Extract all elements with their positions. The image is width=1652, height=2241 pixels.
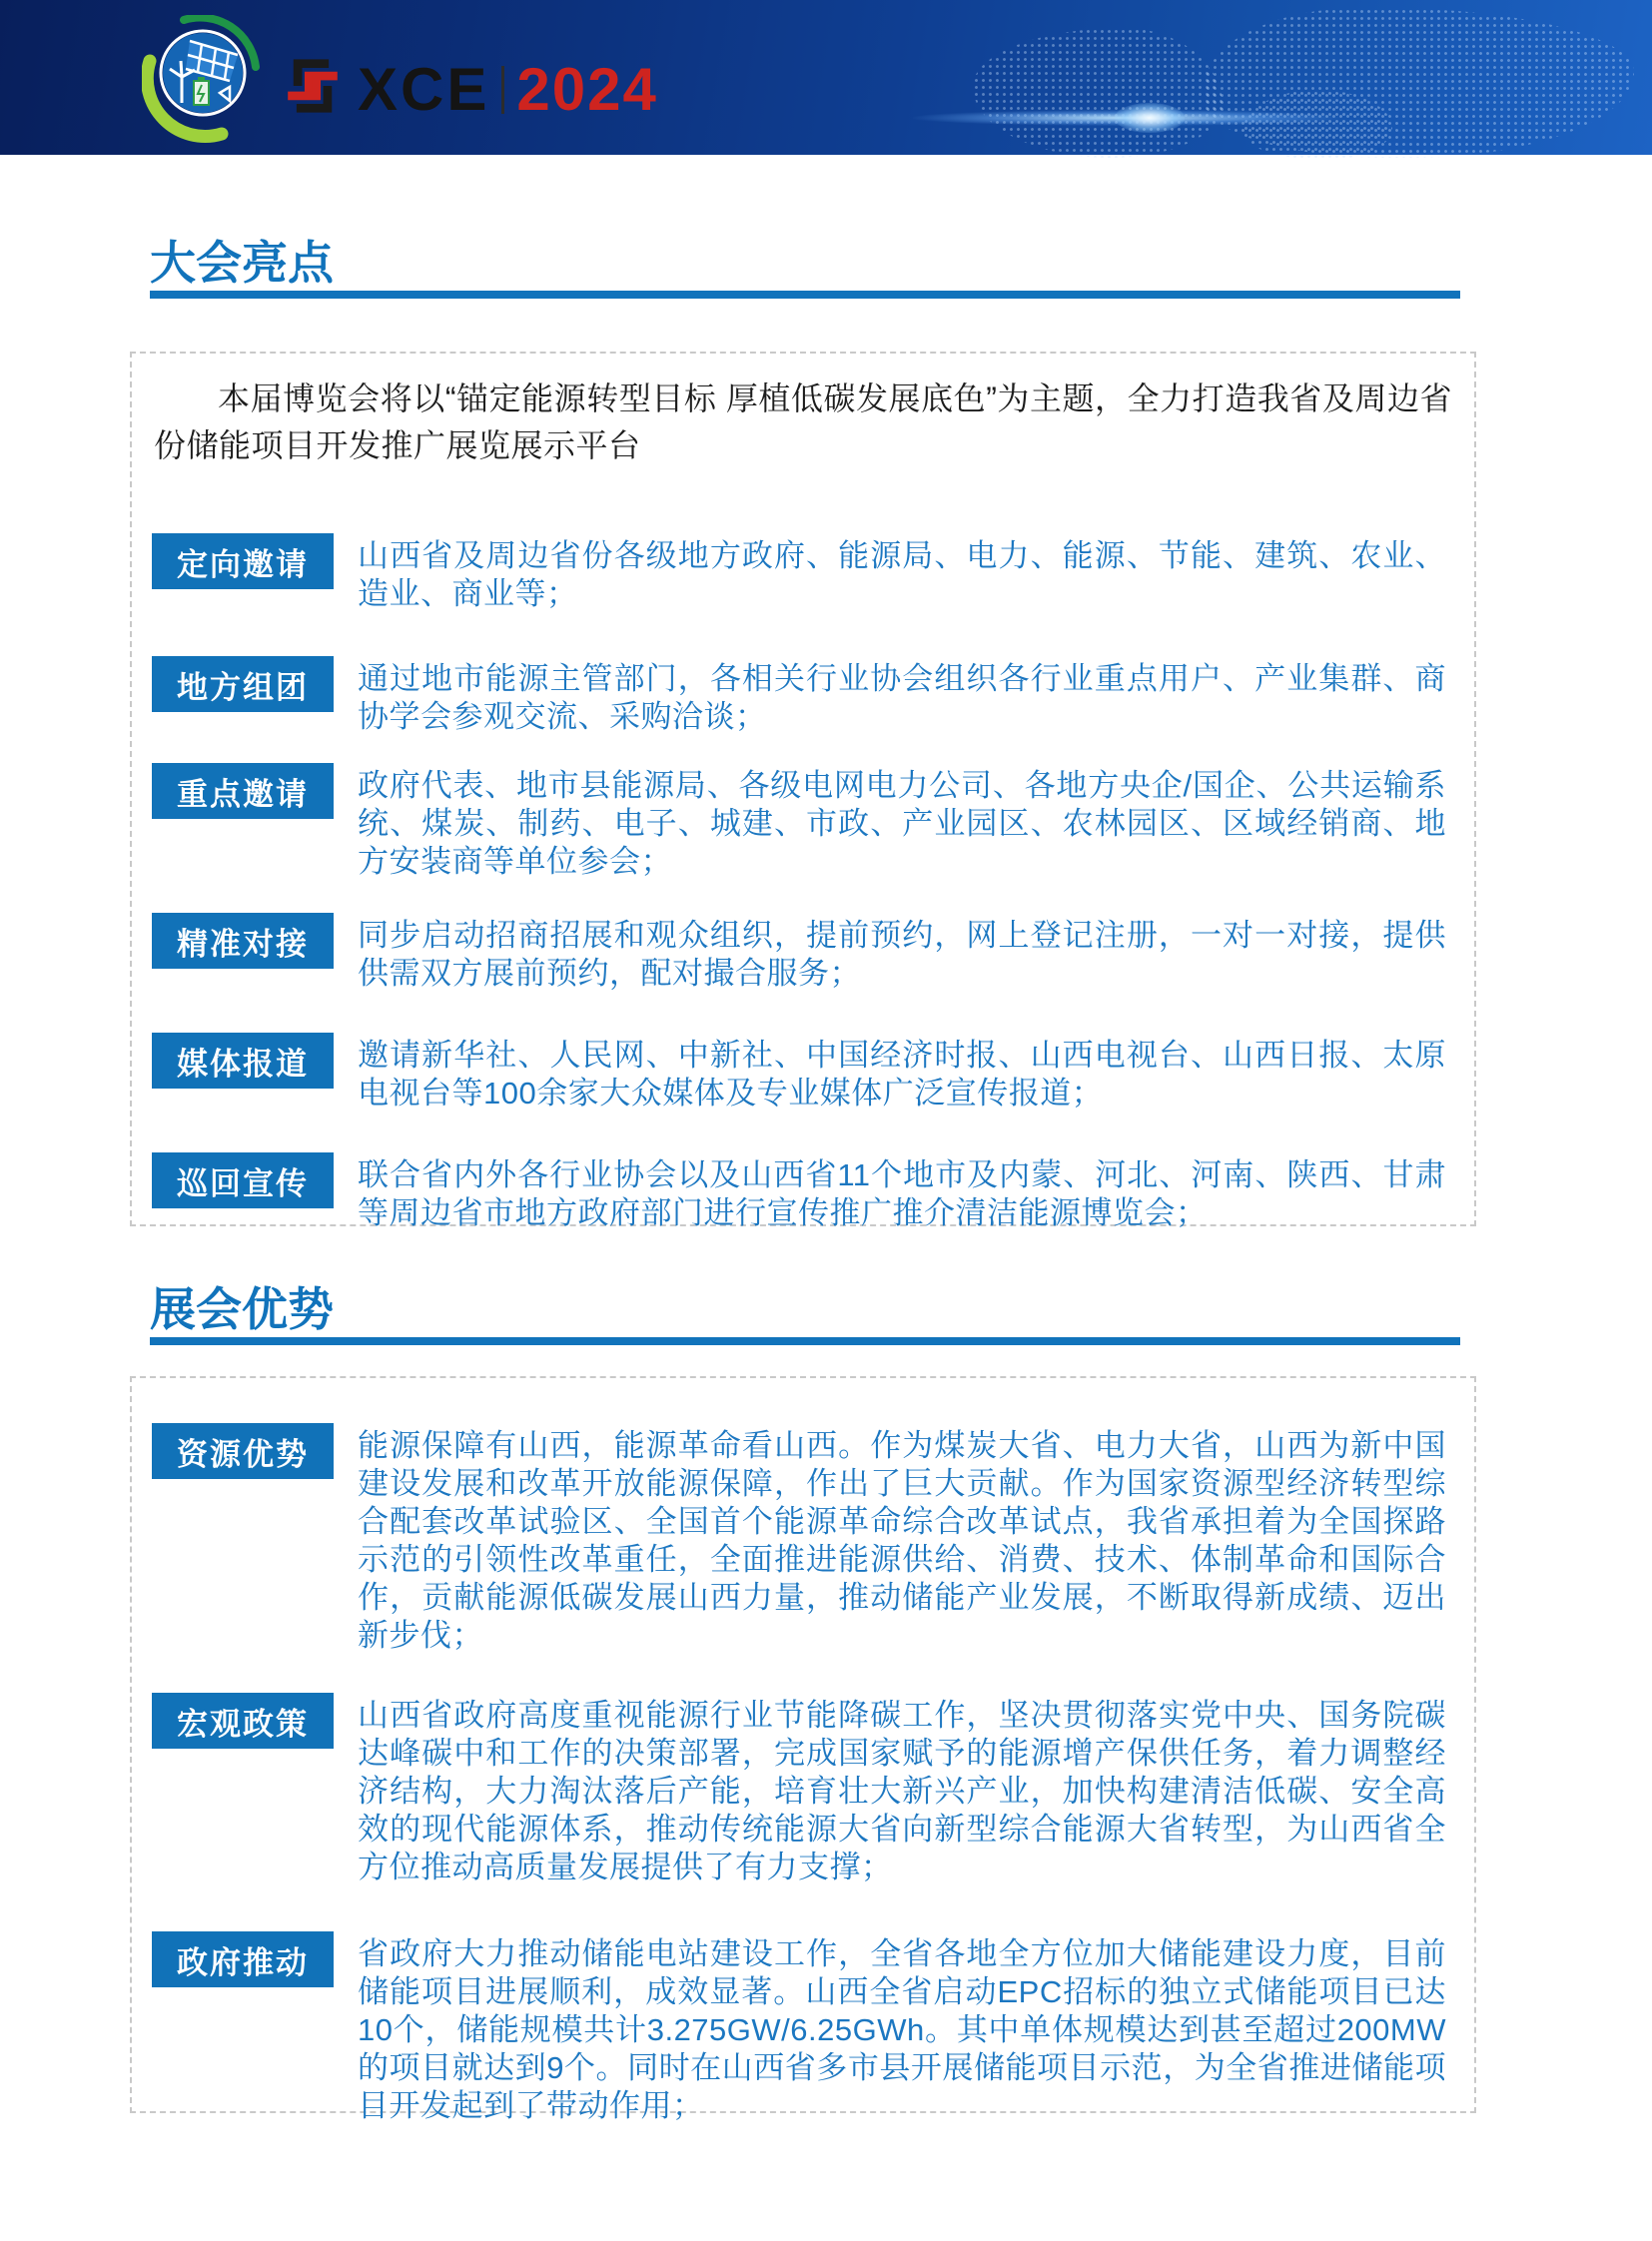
item-row [152, 1423, 1446, 1655]
item-label-badge: 媒体报道 [152, 1033, 334, 1089]
item-row [152, 913, 1446, 993]
world-map-dots-icon [973, 28, 1223, 158]
sxce-logo [142, 12, 658, 146]
item-text: 通过地市能源主管部门，各相关行业协会组织各行业重点用户、产业集群、商协学会参观交流、采购洽谈； [358, 661, 1446, 734]
item-row [152, 1693, 1446, 1886]
item-row [152, 1033, 1446, 1113]
item-text: 邀请新华社、人民网、中新社、中国经济时报、山西电视台、山西日报、太原电视台等100余家大众媒体及专业媒体广泛宣传报道； [358, 1038, 1446, 1111]
item-text: 同步启动招商招展和观众组织，提前预约，网上登记注册，一对一对接，提供供需双方展前预约，配对撮合服务； [358, 918, 1446, 991]
intro-paragraph: 本届博览会将以“锚定能源转型目标 厚植低碳发展底色”为主题，全力打造我省及周边省份储能项目开发推广展览展示平台 [154, 380, 1452, 463]
item-text: 省政府大力推动储能电站建设工作，全省各地全方位加大储能建设力度，目前储能项目进展顺利，成效显著。山西全省启动EPC招标的独立式储能项目已达10个，储能规模共计3.275GW/6.25GWh。其中单体规模达到甚至超过200MW的项目就达到9个。同时在山西省多市县开展储能项目示范，为全省推进储能项目开发起到了带动作用； [358, 1936, 1446, 2123]
item-label-badge: 政府推动 [152, 1931, 334, 1987]
item-text: 山西省政府高度重视能源行业节能降碳工作，坚决贯彻落实党中央、国务院碳达峰碳中和工作的决策部署，完成国家赋予的能源增产保供任务，着力调整经济结构，大力淘汰落后产能，培育壮大新兴产业，加快构建清洁低碳、安全高效的现代能源体系，推动传统能源大省向新型综合能源大省转型，为山西省全方位推动高质量发展提供了有力支撑； [358, 1698, 1446, 1884]
item-label-badge: 重点邀请 [152, 763, 334, 819]
item-row [152, 1152, 1446, 1232]
item-label-badge: 定向邀请 [152, 533, 334, 589]
item-text: 政府代表、地市县能源局、各级电网电力公司、各地方央企/国企、公共运输系统、煤炭、制药、电子、城建、市政、产业园区、农林园区、区域经销商、地方安装商等单位参会； [358, 768, 1446, 879]
year-text: 2024 [516, 56, 658, 123]
item-label-badge: 地方组团 [152, 656, 334, 712]
section-rule [150, 1337, 1460, 1345]
item-row [152, 763, 1446, 881]
item-text: 联合省内外各行业协会以及山西省11个地市及内蒙、河北、河南、陕西、甘肃等周边省市地方政府部门进行宣传推广推介清洁能源博览会； [358, 1157, 1446, 1230]
logo-wordmark [358, 56, 658, 123]
item-label-badge: 巡回宣传 [152, 1152, 334, 1208]
brand-text: XCE [358, 56, 490, 123]
section-title-advantages: 展会优势 [150, 1283, 334, 1335]
highlights-box [130, 352, 1476, 1230]
item-label-badge: 精准对接 [152, 913, 334, 969]
item-label-badge: 资源优势 [152, 1423, 334, 1479]
green-energy-globe-icon [142, 15, 264, 143]
item-label-badge: 宏观政策 [152, 1693, 334, 1749]
light-flare-icon [1115, 103, 1185, 133]
item-row [152, 656, 1446, 736]
interlocked-s-mark-icon [282, 43, 344, 129]
header-banner [0, 0, 1652, 155]
item-text: 山西省及周边省份各级地方政府、能源局、电力、能源、节能、建筑、农业、造业、商业等； [358, 538, 1446, 611]
section-rule [150, 291, 1460, 299]
section-title-highlights: 大会亮点 [150, 237, 334, 289]
logo-separator [501, 66, 504, 114]
advantages-box [130, 1376, 1476, 2123]
item-row [152, 1931, 1446, 2125]
item-text: 能源保障有山西，能源革命看山西。作为煤炭大省、电力大省，山西为新中国建设发展和改革开放能源保障，作出了巨大贡献。作为国家资源型经济转型综合配套改革试验区、全国首个能源革命综合改革试点，我省承担着为全国探路示范的引领性改革重任，全面推进能源供给、消费、技术、体制革命和国际合作，贡献能源低碳发展山西力量，推动储能产业发展，不断取得新成绩、迈出新步伐； [358, 1428, 1446, 1653]
item-row [152, 533, 1446, 613]
